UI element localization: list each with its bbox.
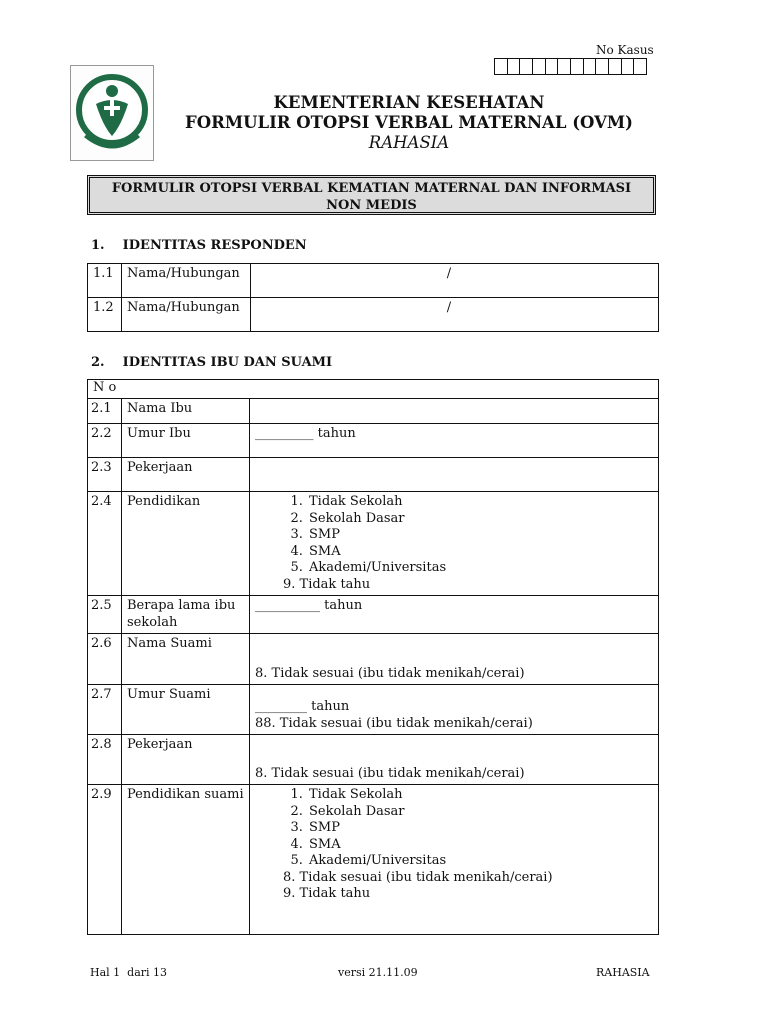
option-item[interactable]: 5. Akademi/Universitas bbox=[307, 853, 653, 870]
not-applicable-note: 8. Tidak sesuai (ibu tidak menikah/cerai) bbox=[255, 665, 525, 681]
option-item[interactable]: 3. SMP bbox=[307, 527, 653, 544]
husband-name-field[interactable] bbox=[250, 634, 659, 685]
row-number: 2.6 bbox=[88, 634, 122, 685]
table-row bbox=[88, 380, 659, 399]
row-number: 1.1 bbox=[88, 264, 122, 298]
option-item[interactable]: 2. Sekolah Dasar bbox=[307, 804, 653, 821]
row-label: Nama/Hubungan bbox=[122, 264, 251, 298]
case-digit-box[interactable] bbox=[520, 59, 533, 74]
case-digit-box[interactable] bbox=[571, 59, 584, 74]
row-label: Umur Ibu bbox=[122, 424, 250, 458]
form-subtitle-box: FORMULIR OTOPSI VERBAL KEMATIAN MATERNAL DAN INFORMASI NON MEDIS bbox=[87, 175, 656, 215]
husband-education-options[interactable] bbox=[250, 785, 659, 935]
row-number: 1.2 bbox=[88, 298, 122, 332]
not-applicable-note: 88. Tidak sesuai (ibu tidak menikah/cerai) bbox=[255, 715, 533, 731]
option-item[interactable]: 1. Tidak Sekolah bbox=[307, 787, 653, 804]
respondent-1-field[interactable] bbox=[251, 264, 659, 298]
case-digit-box[interactable] bbox=[622, 59, 635, 74]
page-number: Hal 1 dari 13 bbox=[90, 966, 168, 979]
form-title: FORMULIR OTOPSI VERBAL MATERNAL (OVM) bbox=[185, 113, 633, 132]
mother-occupation-field[interactable] bbox=[250, 458, 659, 492]
case-digit-box[interactable] bbox=[584, 59, 597, 74]
table-row bbox=[88, 785, 659, 935]
slash-separator: / bbox=[446, 300, 452, 315]
table-row bbox=[88, 399, 659, 424]
option-item[interactable]: 2. Sekolah Dasar bbox=[307, 511, 653, 528]
mother-education-options[interactable] bbox=[250, 492, 659, 596]
age-blank: ________ tahun bbox=[255, 699, 350, 714]
option-item[interactable]: 3. SMP bbox=[307, 820, 653, 837]
table-row bbox=[88, 492, 659, 596]
respondent-2-field[interactable] bbox=[251, 298, 659, 332]
mother-name-field[interactable] bbox=[250, 399, 659, 424]
option-item[interactable]: 5. Akademi/Universitas bbox=[307, 560, 653, 577]
case-number-boxes[interactable] bbox=[494, 58, 647, 75]
case-digit-box[interactable] bbox=[546, 59, 559, 74]
case-digit-box[interactable] bbox=[495, 59, 508, 74]
option-item[interactable]: 4. SMA bbox=[307, 837, 653, 854]
option-item[interactable]: 4. SMA bbox=[307, 544, 653, 561]
mother-age-field[interactable]: _________ tahun bbox=[250, 424, 659, 458]
ministry-name: KEMENTERIAN KESEHATAN bbox=[273, 93, 545, 112]
row-number: 2.9 bbox=[88, 785, 122, 935]
row-number: 2.7 bbox=[88, 685, 122, 735]
section-1-heading: 1. IDENTITAS RESPONDEN bbox=[91, 238, 307, 253]
respondent-table bbox=[87, 263, 659, 332]
row-label: Pekerjaan bbox=[122, 458, 250, 492]
table-row bbox=[88, 685, 659, 735]
husband-age-field[interactable] bbox=[250, 685, 659, 735]
case-digit-box[interactable] bbox=[508, 59, 521, 74]
case-number-label: No Kasus bbox=[596, 43, 654, 57]
row-number: 2.2 bbox=[88, 424, 122, 458]
row-number: 2.4 bbox=[88, 492, 122, 596]
header-no: N o bbox=[88, 380, 659, 399]
row-number: 2.1 bbox=[88, 399, 122, 424]
row-label: Pendidikan suami bbox=[122, 785, 250, 935]
table-row bbox=[88, 298, 659, 332]
table-row bbox=[88, 458, 659, 492]
ministry-logo bbox=[70, 65, 154, 161]
table-row bbox=[88, 264, 659, 298]
row-label: Pekerjaan bbox=[122, 735, 250, 785]
table-row bbox=[88, 634, 659, 685]
husband-occupation-field[interactable] bbox=[250, 735, 659, 785]
row-label: Nama Ibu bbox=[122, 399, 250, 424]
bakti-husada-emblem-icon bbox=[71, 66, 153, 160]
row-label: Berapa lama ibu sekolah bbox=[122, 596, 250, 634]
confidential-label: RAHASIA bbox=[368, 133, 450, 152]
not-applicable-note: 8. Tidak sesuai (ibu tidak menikah/cerai) bbox=[255, 765, 525, 781]
row-number: 2.8 bbox=[88, 735, 122, 785]
option-item[interactable]: 9. Tidak tahu bbox=[283, 576, 371, 592]
slash-separator: / bbox=[446, 266, 452, 281]
row-number: 2.3 bbox=[88, 458, 122, 492]
table-row bbox=[88, 424, 659, 458]
row-label: Nama/Hubungan bbox=[122, 298, 251, 332]
table-row bbox=[88, 596, 659, 634]
option-item[interactable]: 1. Tidak Sekolah bbox=[307, 494, 653, 511]
document-header bbox=[150, 93, 668, 153]
school-years-field[interactable]: __________ tahun bbox=[250, 596, 659, 634]
option-item[interactable]: 8. Tidak sesuai (ibu tidak menikah/cerai) bbox=[283, 869, 553, 885]
case-digit-box[interactable] bbox=[609, 59, 622, 74]
option-item[interactable]: 9. Tidak tahu bbox=[283, 886, 371, 901]
case-digit-box[interactable] bbox=[558, 59, 571, 74]
footer-confidential: RAHASIA bbox=[596, 966, 650, 979]
row-number: 2.5 bbox=[88, 596, 122, 634]
row-label: Nama Suami bbox=[122, 634, 250, 685]
case-digit-box[interactable] bbox=[634, 59, 646, 74]
row-label: Pendidikan bbox=[122, 492, 250, 596]
case-digit-box[interactable] bbox=[596, 59, 609, 74]
case-digit-box[interactable] bbox=[533, 59, 546, 74]
mother-husband-table bbox=[87, 379, 659, 935]
version-label: versi 21.11.09 bbox=[338, 966, 418, 979]
section-2-heading: 2. IDENTITAS IBU DAN SUAMI bbox=[91, 355, 333, 370]
table-row bbox=[88, 735, 659, 785]
row-label: Umur Suami bbox=[122, 685, 250, 735]
